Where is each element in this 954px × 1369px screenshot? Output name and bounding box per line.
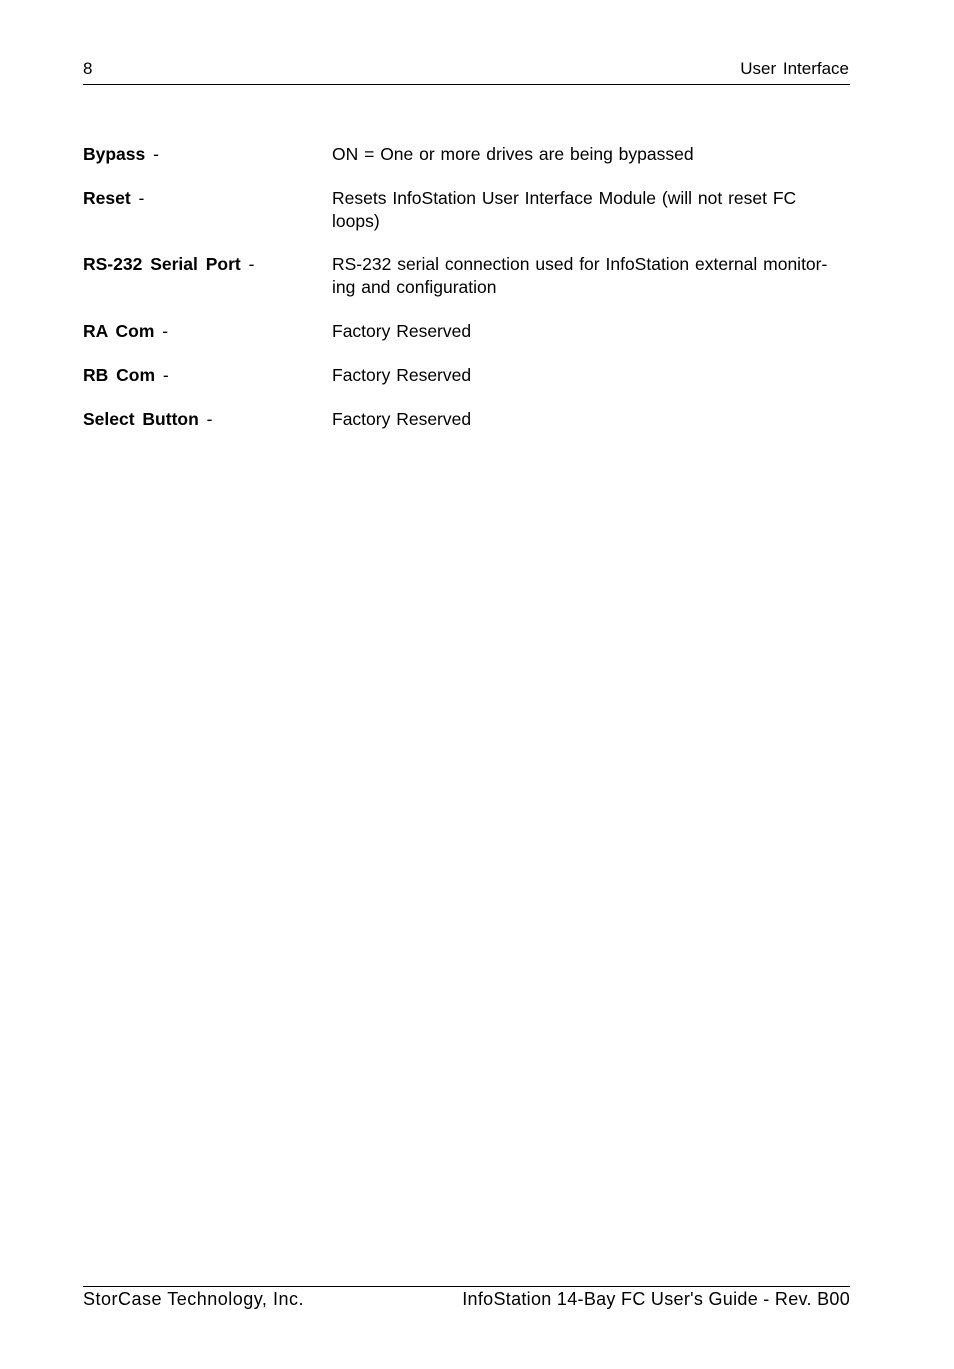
- definition-description: Factory Reserved: [332, 409, 472, 429]
- definition-item-rb-com: [83, 364, 851, 408]
- page-footer: [83, 1286, 850, 1309]
- definition-term: Bypass -: [83, 144, 159, 164]
- definition-item-reset: [83, 187, 851, 253]
- definition-description: Factory Reserved: [332, 321, 472, 341]
- definition-item-select-button: [83, 408, 851, 432]
- definition-description: Resets InfoStation User Interface Module (will not reset FC loops): [332, 188, 797, 231]
- section-title: User Interface: [740, 59, 849, 78]
- definition-term: Select Button -: [83, 409, 213, 429]
- definition-item-ra-com: [83, 320, 851, 364]
- definition-term: Reset -: [83, 188, 145, 208]
- definition-description: Factory Reserved: [332, 365, 472, 385]
- footer-guide-title: InfoStation 14-Bay FC User's Guide - Rev. B00: [462, 1289, 850, 1309]
- page-header: [83, 58, 850, 85]
- definition-term: RS-232 Serial Port -: [83, 254, 255, 274]
- footer-company: StorCase Technology, Inc.: [83, 1289, 304, 1309]
- page-number: 8: [83, 59, 93, 78]
- definition-description: ON = One or more drives are being bypassed: [332, 144, 694, 164]
- definition-term: RB Com -: [83, 365, 169, 385]
- definition-item-rs232-serial-port: [83, 253, 851, 320]
- definition-description: RS-232 serial connection used for InfoStation external monitor- ing and configuration: [332, 254, 828, 297]
- definition-item-bypass: [83, 143, 851, 187]
- definition-term: RA Com -: [83, 321, 169, 341]
- definition-list: [83, 143, 851, 432]
